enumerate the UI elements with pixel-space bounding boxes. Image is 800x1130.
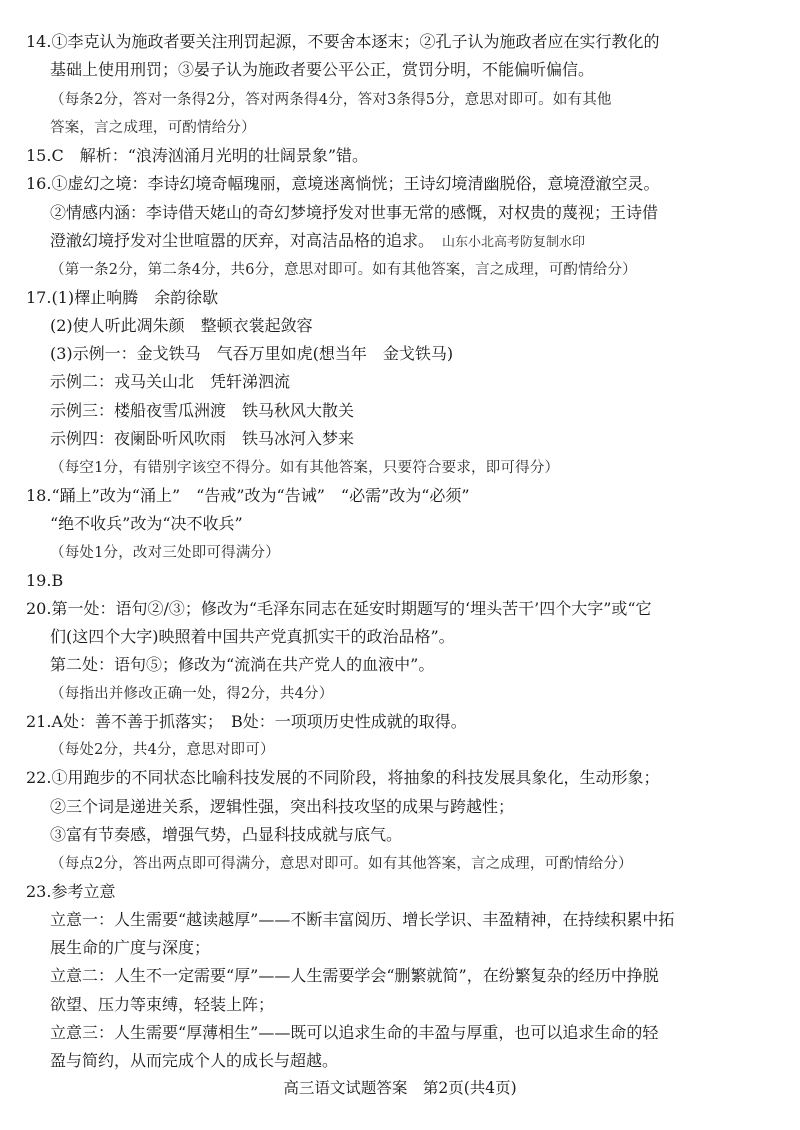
q20-line-1: 20.第一处：语句②/③；修改为“毛泽东同志在延安时期题写的‘埋头苦干’四个大字”或“它 — [26, 599, 652, 618]
q22-line-3: ③富有节奏感，增强气势，凸显科技成就与底气。 — [50, 825, 403, 844]
q14-scoring-note-2: 答案，言之成理，可酌情给分） — [50, 120, 256, 136]
q23-idea-2-line-2: 欲望、压力等束缚，轻装上阵； — [50, 995, 275, 1014]
watermark-text: 山东小北高考防复制水印 — [442, 235, 586, 250]
q23-idea-1-line-2: 展生命的广度与深度； — [50, 938, 211, 957]
q18-scoring-note: （每处1分，改对三处即可得满分） — [50, 545, 280, 561]
q20-line-2: 们(这四个大字)映照着中国共产党真抓实干的政治品格”。 — [50, 627, 455, 646]
q21-scoring-note: （每处2分，共4分，意思对即可） — [50, 742, 275, 758]
q23-idea-2-line-1: 立意二：人生不一定需要“厚”——人生需要学会“删繁就简”，在纷繁复杂的经历中挣脱 — [50, 966, 659, 985]
q18-line-1: 18.“踊上”改为“涌上” “告戒”改为“告诫” “必需”改为“必须” — [26, 486, 470, 505]
q22-line-2: ②三个词是递进关系，逻辑性强，突出科技攻坚的成果与跨越性； — [50, 797, 515, 816]
q22-scoring-note: （每点2分，答出两点即可得满分，意思对即可。如有其他答案，言之成理，可酌情给分） — [50, 856, 633, 872]
q17-part-2: (2)使人听此凋朱颜 整顿衣裳起敛容 — [50, 316, 313, 335]
q20-scoring-note: （每指出并修改正确一处，得2分，共4分） — [50, 686, 334, 702]
q23-heading: 23.参考立意 — [26, 882, 116, 901]
q17-scoring-note: （每空1分，有错别字该空不得分。如有其他答案，只要符合要求，即可得分） — [50, 460, 560, 476]
q14-line-2: 基础上使用刑罚；③晏子认为施政者要公平公正，赏罚分明，不能偏听偏信。 — [50, 60, 595, 79]
q23-idea-1-line-1: 立意一：人生需要“越读越厚”——不断丰富阅历、增长学识、丰盈精神，在持续积累中拓 — [50, 910, 675, 929]
q17-example-2: 示例二：戎马关山北 凭轩涕泗流 — [50, 372, 291, 391]
q16-scoring-note: （第一条2分，第二条4分，共6分，意思对即可。如有其他答案，言之成理，可酌情给分） — [50, 262, 637, 278]
q16-line-3 — [50, 230, 585, 254]
q19-answer: 19.B — [26, 571, 64, 590]
q16-line-3-text: 澄澈幻境抒发对尘世喧嚣的厌弃，对高洁品格的追求。 — [50, 231, 435, 250]
q18-line-2: “绝不收兵”改为“决不收兵” — [50, 514, 243, 533]
q17-example-3: 示例三：楼船夜雪瓜洲渡 铁马秋风大散关 — [50, 401, 355, 420]
q17-example-4: 示例四：夜阑卧听风吹雨 铁马冰河入梦来 — [50, 429, 355, 448]
q21-answer: 21.A处：善不善于抓落实； B处：一项项历史性成就的取得。 — [26, 712, 467, 731]
page-footer: 高三语文试题答案 第2页(共4页) — [283, 1079, 517, 1097]
q16-line-2: ②情感内涵：李诗借天姥山的奇幻梦境抒发对世事无常的感慨，对权贵的蔑视；王诗借 — [50, 203, 659, 222]
q14-scoring-note-1: （每条2分，答对一条得2分，答对两条得4分，答对3条得5分，意思对即可。如有其他 — [50, 92, 612, 108]
q17-part-1: 17.(1)檡止响腾 余韵徐歇 — [26, 288, 219, 307]
q16-line-1: 16.①虚幻之境：李诗幻境奇幅瑰丽，意境迷离惝恍；王诗幻境清幽脱俗，意境澄澈空灵。 — [26, 174, 660, 193]
q23-idea-3-line-2: 盈与简约，从而完成个人的成长与超越。 — [50, 1051, 339, 1070]
q23-idea-3-line-1: 立意三：人生需要“厚薄相生”——既可以追求生命的丰盈与厚重，也可以追求生命的轻 — [50, 1023, 659, 1042]
q15-answer: 15.C 解析：“浪涛汹涌月光明的壮阔景象”错。 — [26, 146, 369, 165]
q20-line-3: 第二处：语句⑤；修改为“流淌在共产党人的血液中”。 — [50, 655, 435, 674]
q22-line-1: 22.①用跑步的不同状态比喻科技发展的不同阶段，将抽象的科技发展具象化，生动形象； — [26, 768, 660, 787]
q17-part-3-example-1: (3)示例一：金戈铁马 气吞万里如虎(想当年 金戈铁马) — [50, 344, 454, 363]
q14-line-1: 14.①李克认为施政者要关注刑罚起源，不要舍本逐末；②孔子认为施政者应在实行教化的 — [26, 32, 660, 51]
